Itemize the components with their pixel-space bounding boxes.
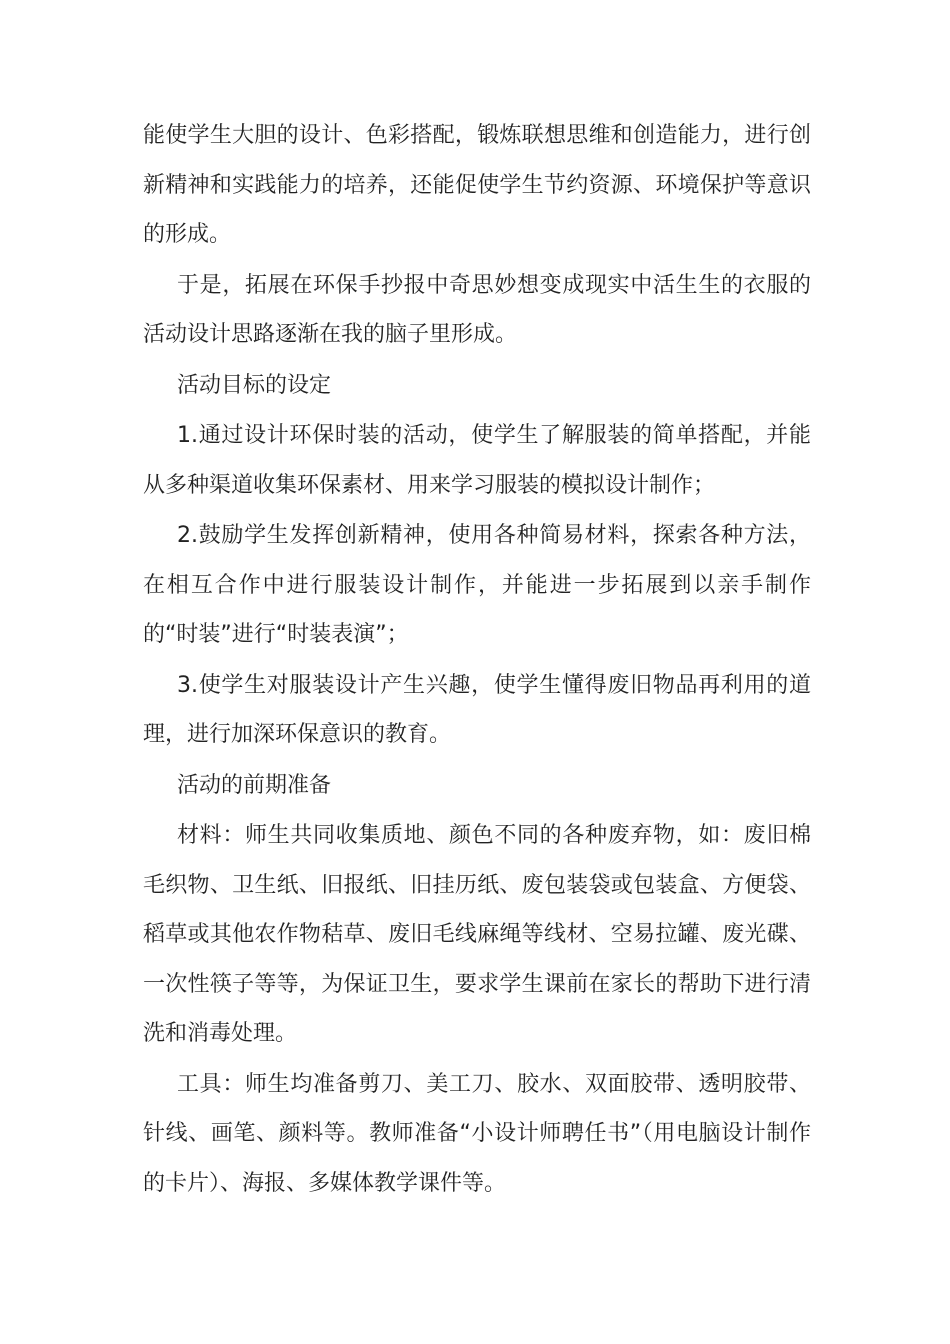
- section-heading-goals: 活动目标的设定: [177, 372, 332, 398]
- paragraph-2: 于是，拓展在环保手抄报中奇思妙想变成现实中活生生的衣服的活动设计思路逐渐在我的脑子里形成。: [143, 272, 811, 347]
- goal-item-3: 3.使学生对服装设计产生兴趣，使学生懂得废旧物品再利用的道理，进行加深环保意识的教育。: [143, 672, 811, 747]
- goal-item-1: 1.通过设计环保时装的活动，使学生了解服装的简单搭配，并能从多种渠道收集环保素材、用来学习服装的模拟设计制作；: [143, 423, 811, 498]
- section-heading-preparation: 活动的前期准备: [177, 772, 332, 798]
- tools-paragraph: 工具：师生均准备剪刀、美工刀、胶水、双面胶带、透明胶带、针线、画笔、颜料等。教师准备“小设计师聘任书”（用电脑设计制作的卡片）、海报、多媒体教学课件等。: [143, 1071, 811, 1196]
- goal-item-2: 2.鼓励学生发挥创新精神，使用各种简易材料，探索各种方法，在相互合作中进行服装设计制作，并能进一步拓展到以亲手制作的“时装”进行“时装表演”；: [143, 523, 811, 647]
- document-body: [143, 111, 811, 1208]
- paragraph-1: 能使学生大胆的设计、色彩搭配，锻炼联想思维和创造能力，进行创新精神和实践能力的培养，还能促使学生节约资源、环境保护等意识的形成。: [143, 123, 811, 247]
- materials-paragraph: 材料：师生共同收集质地、颜色不同的各种废弃物，如：废旧棉毛织物、卫生纸、旧报纸、旧挂历纸、废包装袋或包装盒、方便袋、稻草或其他农作物秸草、废旧毛线麻绳等线材、空易拉罐、废光碟、一次性筷子等等，为保证卫生，要求学生课前在家长的帮助下进行清洗和消毒处理。: [143, 823, 811, 1046]
